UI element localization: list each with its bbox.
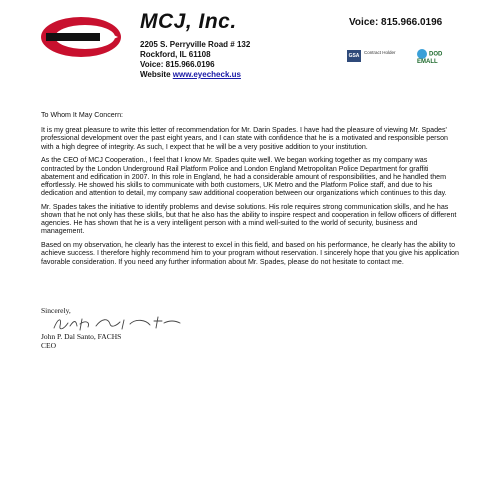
salutation: To Whom It May Concern: (41, 111, 123, 119)
closing: Sincerely, (41, 306, 71, 315)
address-line-2: Rockford, IL 61108 (140, 50, 211, 59)
dod-seal-icon (417, 49, 427, 59)
company-address (140, 40, 250, 80)
website-label: Website (140, 70, 171, 79)
signer-block (41, 333, 121, 350)
company-logo (40, 16, 122, 58)
handwritten-signature (50, 314, 185, 334)
signer-name: John P. Dal Santo, FACHS (41, 332, 122, 341)
paragraph-4: Based on my observation, he clearly has the interest to excel in this field, and based on his performance, he clearly has the ability to achieve success. I therefore highly recommend him to your program without reservation. I sincerely hope that you give his application favorable consideration. If you need any further information about Mr. Spades, please do not hesitate to contact me. (41, 241, 459, 266)
address-line-1: 2205 S. Perryville Road # 132 (140, 40, 251, 49)
paragraph-1: It is my great pleasure to write this letter of recommendation for Mr. Darin Spades. I have had the pleasure of viewing Mr. Spades' professional development over the past eight years, and I can state with confidence that he is a motivated and responsible person with a high degree of integrity. As such, I expect that he will be a very positive addition to your institution. (41, 126, 448, 151)
website-link[interactable]: www.eyecheck.us (172, 70, 241, 79)
signer-title: CEO (41, 340, 56, 350)
dod-badge-text: DOD EMALL (417, 51, 443, 65)
gsa-badge-text: Contract Holder (364, 50, 396, 55)
company-name: MCJ, Inc. (140, 10, 237, 33)
letter-body (41, 111, 459, 271)
paragraph-2: As the CEO of MCJ Cooperation., I feel that I know Mr. Spades quite well. We began working together as my company was contracted by the London Underground Rail Platform Police and London England Metropolitan Police Department for graffiti abatement and edification in 2007. In this role in England, he had a considerable amount of responsibilities, and he handled them effortlessly. He showed his skills to communicate with both customers, UK Metro and the Platform Police staff, and due to his dedication and attention to detail, my company saw additional cooperation between our organizations which continues to this day. (41, 156, 447, 198)
gsa-badge-icon: GSA (347, 50, 361, 62)
address-voice: Voice: 815.966.0196 (140, 60, 215, 69)
address-website (140, 70, 250, 80)
dod-emall-badge (417, 49, 462, 66)
certification-badges (347, 46, 462, 66)
paragraph-3: Mr. Spades takes the initiative to identify problems and devise solutions. His role requires strong communication skills, and he has shown that he not only has these skills, but that he also has the ability to inspire respect and cooperation in fellow officers of different agencies. He has shown that he is a very intelligent person with a mind well-suited to the world of security, business and management. (41, 202, 457, 236)
header-phone: Voice: 815.966.0196 (349, 17, 443, 28)
